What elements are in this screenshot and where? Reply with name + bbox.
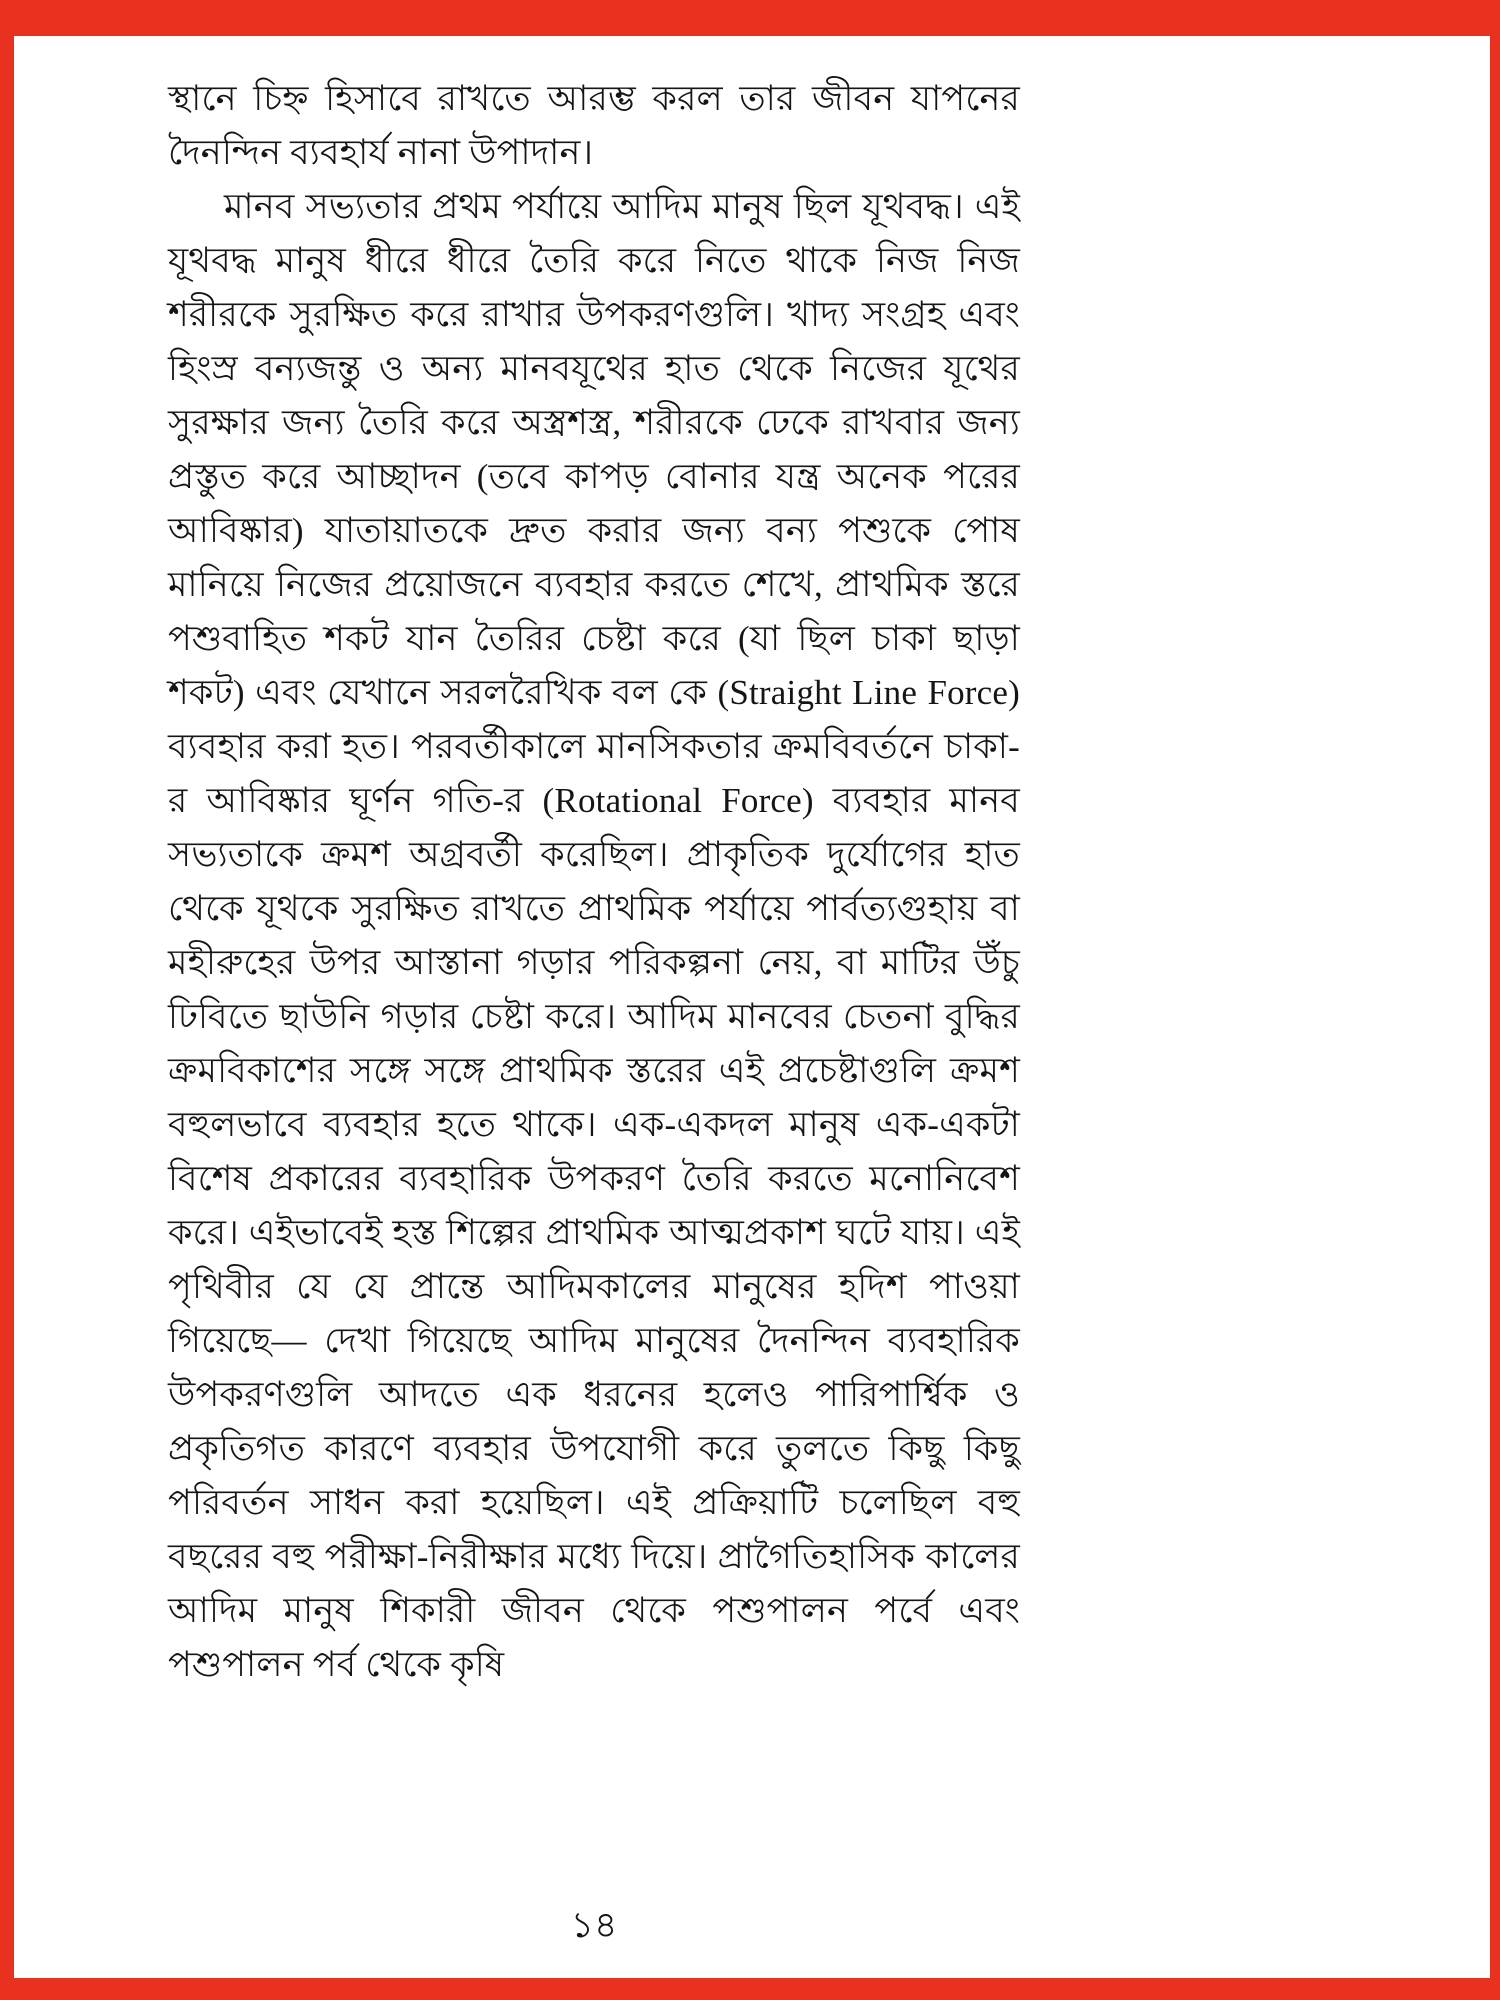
paragraph-continuation: স্থানে চিহ্ন হিসাবে রাখতে আরম্ভ করল তার জীবন যাপনের দৈনন্দিন ব্যবহার্য নানা উপাদান। xyxy=(168,79,1020,172)
body-text-block xyxy=(168,72,1020,1692)
paragraph-main: মানব সভ্যতার প্রথম পর্যায়ে আদিম মানুষ ছিল যূথবদ্ধ। এই যূথবদ্ধ মানুষ ধীরে ধীরে তৈরি করে নিতে থাকে নিজ নিজ শরীরকে সুরক্ষিত করে রাখার উপকরণগুলি। খাদ্য সংগ্রহ এবং হিংস্র বন্যজন্তু ও অন্য মানবযূথের হাত থেকে নিজের যূথের সুরক্ষার জন্য তৈরি করে অস্ত্রশস্ত্র, শরীরকে ঢেকে রাখবার জন্য প্রস্তুত করে আচ্ছাদন (তবে কাপড় বোনার যন্ত্র অনেক পরের আবিষ্কার) যাতায়াতকে দ্রুত করার জন্য বন্য পশুকে পোষ মানিয়ে নিজের প্রয়োজনে ব্যবহার করতে শেখে, প্রাথমিক স্তরে পশুবাহিত শকট যান তৈরির চেষ্টা করে (যা ছিল চাকা ছাড়া শকট) এবং যেখানে সরলরৈখিক বল কে (Straight Line Force) ব্যবহার করা হত। পরবর্তীকালে মানসিকতার ক্রমবিবর্তনে চাকা-র আবিষ্কার ঘূর্ণন গতি-র (Rotational Force) ব্যবহার মানব সভ্যতাকে ক্রমশ অগ্রবর্তী করেছিল। প্রাকৃতিক দুর্যোগের হাত থেকে যূথকে সুরক্ষিত রাখতে প্রাথমিক পর্যায়ে পার্বত্যগুহায় বা মহীরুহের উপর আস্তানা গড়ার পরিকল্পনা নেয়, বা মাটির উঁচু ঢিবিতে ছাউনি গড়ার চেষ্টা করে। আদিম মানবের চেতনা বুদ্ধির ক্রমবিকাশের সঙ্গে সঙ্গে প্রাথমিক স্তরের এই প্রচেষ্টাগুলি ক্রমশ বহুলভাবে ব্যবহার হতে থাকে। এক-একদল মানুষ এক-একটা বিশেষ প্রকারের ব্যবহারিক উপকরণ তৈরি করতে মনোনিবেশ করে। এইভাবেই হস্ত শিল্পের প্রাথমিক আত্মপ্রকাশ ঘটে যায়। এই পৃথিবীর যে যে প্রান্তে আদিমকালের মানুষের হদিশ পাওয়া গিয়েছে— দেখা গিয়েছে আদিম মানুষের দৈনন্দিন ব্যবহারিক উপকরণগুলি আদতে এক ধরনের হলেও পারিপার্শ্বিক ও প্রকৃতিগত কারণে ব্যবহার উপযোগী করে তুলতে কিছু কিছু পরিবর্তন সাধন করা হয়েছিল। এই প্রক্রিয়াটি চলেছিল বহু বছরের বহু পরীক্ষা-নিরীক্ষার মধ্যে দিয়ে। প্রাগৈতিহাসিক কালের আদিম মানুষ শিকারী জীবন থেকে পশুপালন পর্বে এবং পশুপালন পর্ব থেকে কৃষি xyxy=(168,187,1020,1684)
page-number: ১৪ xyxy=(570,1905,618,1945)
